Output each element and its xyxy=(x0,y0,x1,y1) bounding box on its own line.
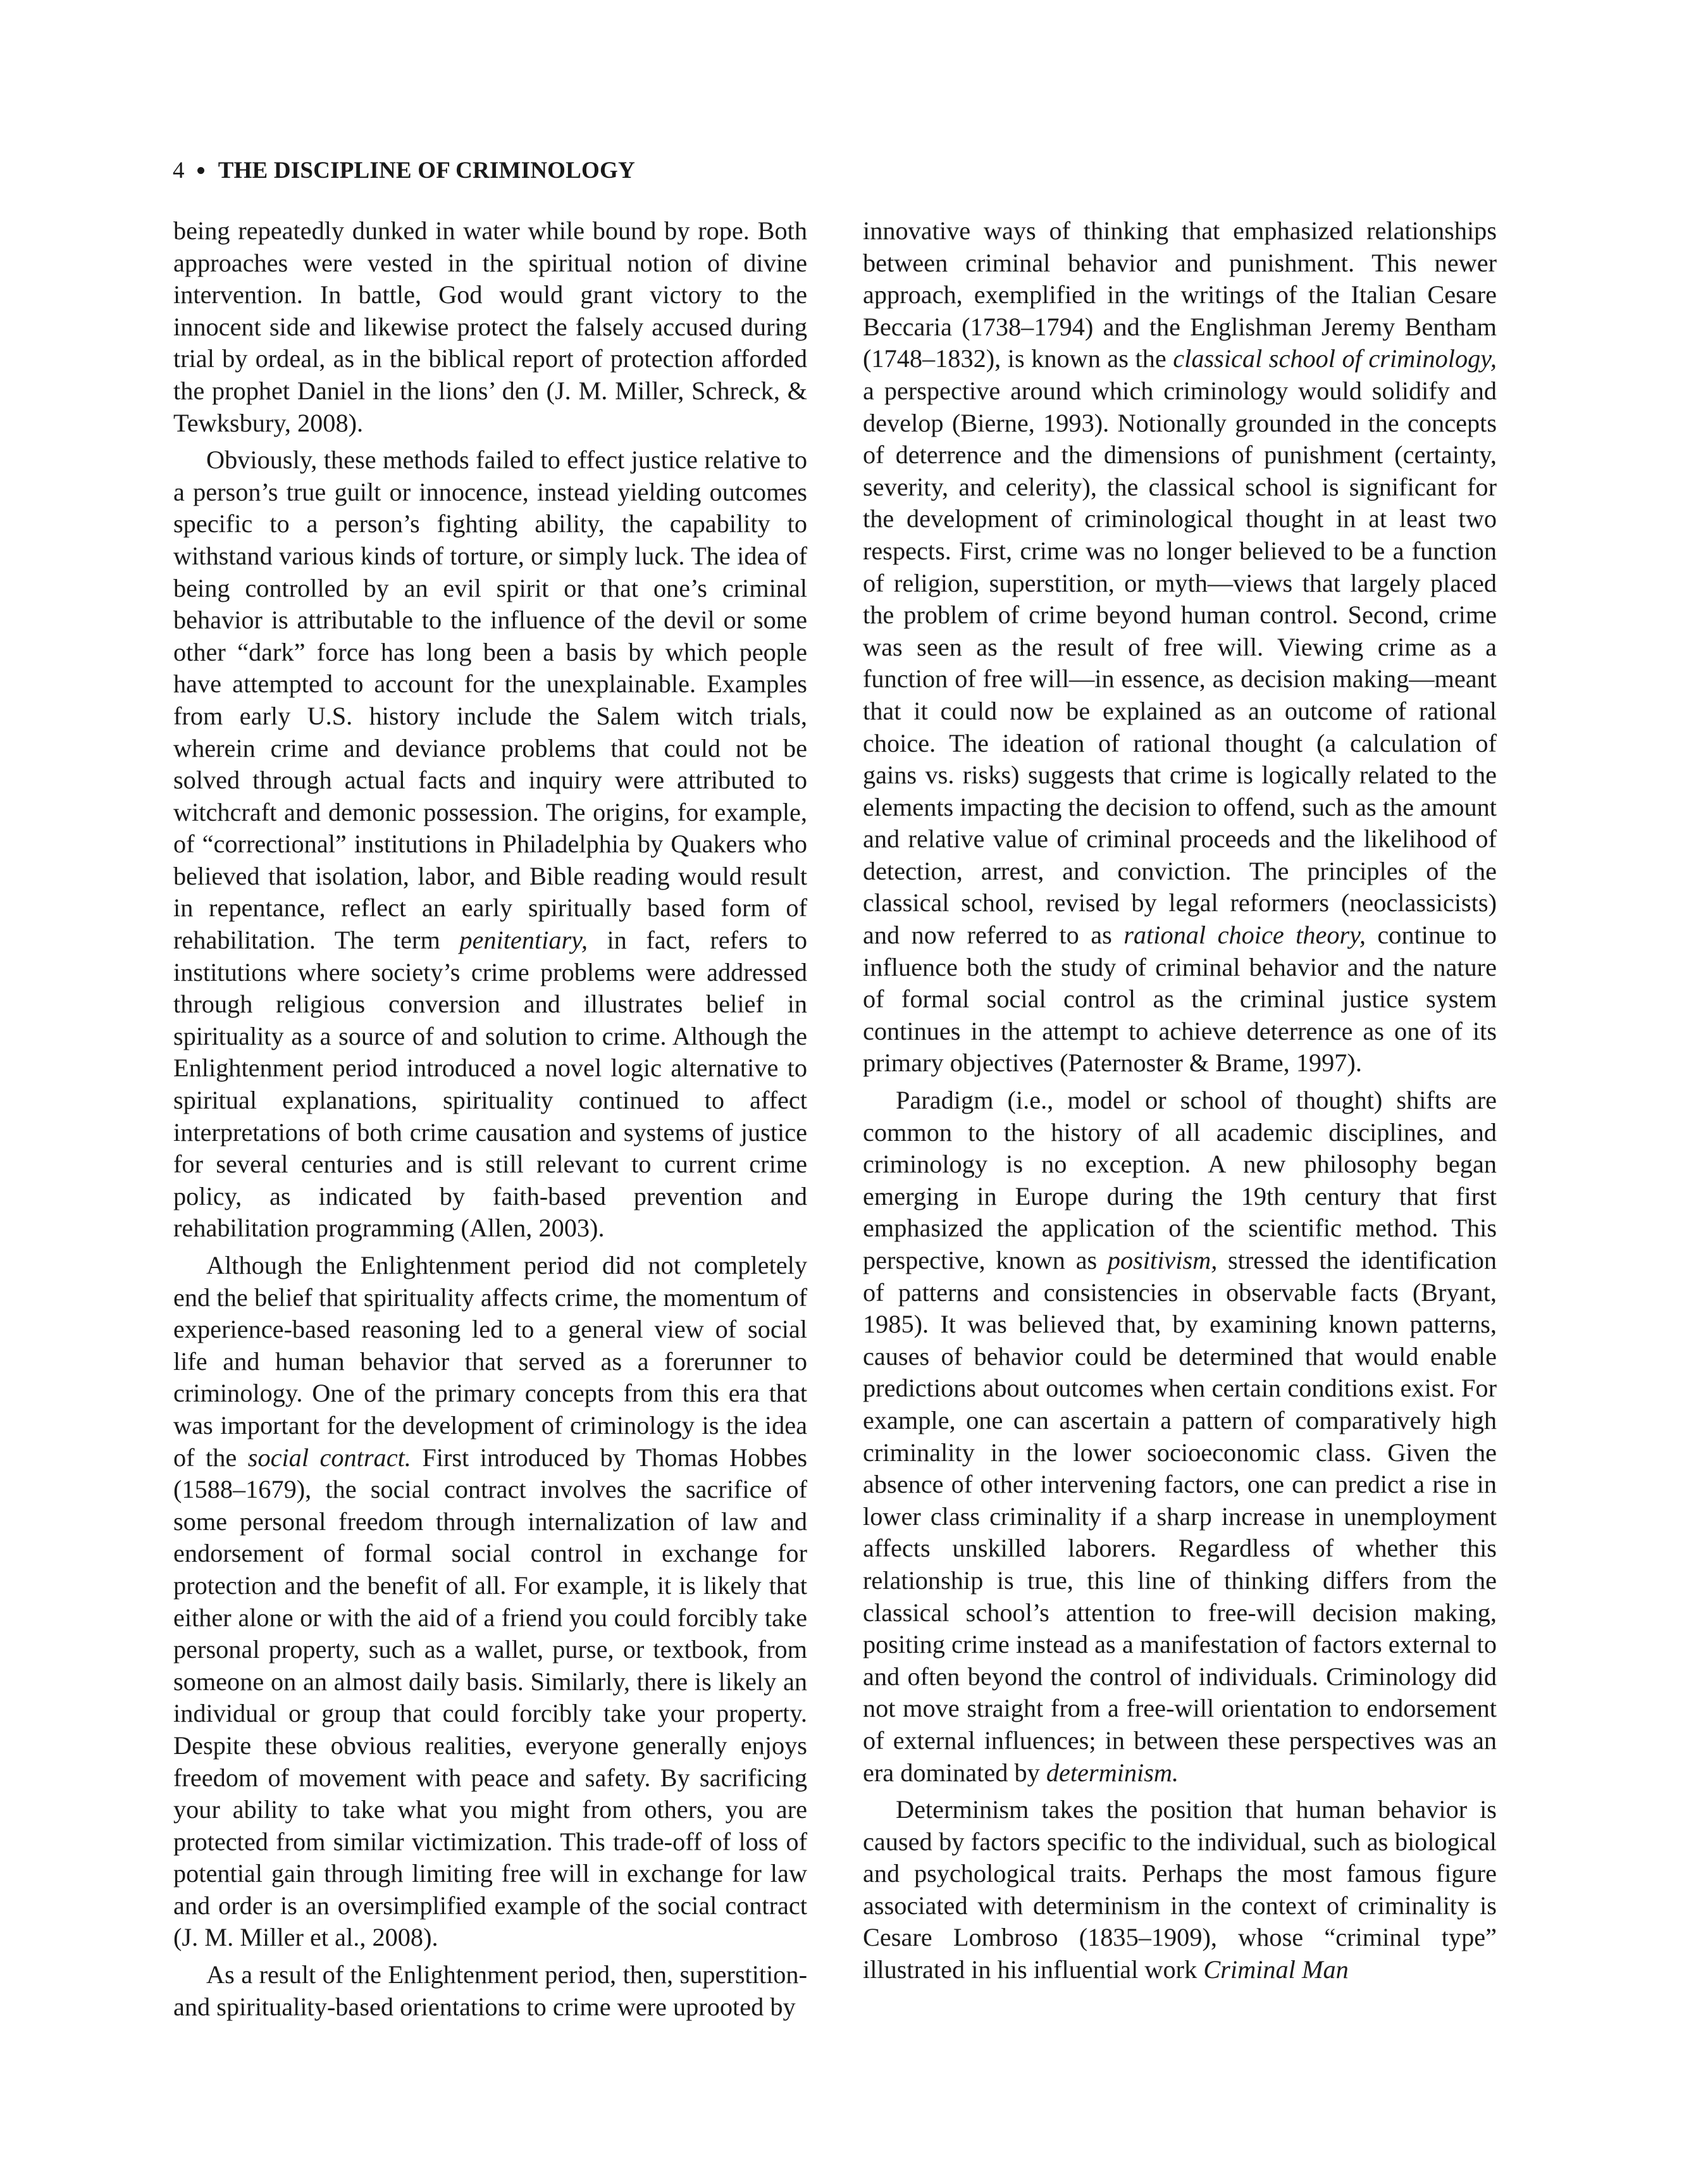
bullet-separator-icon xyxy=(197,167,204,174)
left-paragraph-2 xyxy=(173,444,807,1245)
left-paragraph-1 xyxy=(173,215,807,439)
left-column xyxy=(173,215,807,2023)
text-run: in fact, refers to institutions where society’s crime problems were addressed through religious conversion and illustrates belief in spirituality as a source of and solution to crime. Although the Enlightenment period introduced a novel logic alternative to spiritual explanations, spirituality continued to affect interpretations of both crime causation and systems of justice for several centuries and is still relevant to current crime policy, as indicated by faith-based prevention and rehabilitation programming (Allen, 2003). xyxy=(173,926,807,1243)
italic-term: Criminal Man xyxy=(1203,1955,1349,1984)
text-run: continue to influence both the study of criminal behavior and the nature of formal social control as the criminal justice system continues in the attempt to achieve deterrence as one of its primary objectives (Paternoster & Brame, 1997). xyxy=(863,921,1497,1078)
italic-term: rational choice theory, xyxy=(1123,921,1366,950)
page-number: 4 xyxy=(173,157,185,183)
text-run: being repeatedly dunked in water while bound by rope. Both approaches were vested in the spiritual notion of divine intervention. In battle, God would grant victory to the innocent side and likewise protect the falsely accused during trial by ordeal, as in the biblical report of protection afforded the prophet Daniel in the lions’ den (J. M. Miller, Schreck, & Tewksbury, 2008). xyxy=(173,216,807,437)
text-run: Determinism takes the position that human behavior is caused by factors specific to the individual, such as biological and psychological traits. Perhaps the most famous figure associated with determinism in the context of criminality is Cesare Lombroso (1835–1909), whose “criminal type” illustrated in his influential work xyxy=(863,1795,1497,1984)
text-run: innovative ways of thinking that emphasized relationships between criminal behavior and punishment. This newer approach, exemplified in the writings of the Italian Cesare Beccaria (1738–1794) and the Englishman Jeremy Bentham (1748–1832), is known as the xyxy=(863,216,1497,373)
left-paragraph-4 xyxy=(173,1959,807,2023)
book-title: THE DISCIPLINE OF CRIMINOLOGY xyxy=(218,157,635,183)
italic-term: penitentiary, xyxy=(459,926,588,955)
text-run: a perspective around which criminology would solidify and develop (Bierne, 1993). Notionally grounded in the concepts of deterrence and the dimensions of punishment (certainty, severity, and celerity), the classical school is significant for the development of criminological thought in at least two respects. First, crime was no longer believed to be a function of religion, superstition, or myth—views that largely placed the problem of crime beyond human control. Second, crime was seen as the result of free will. Viewing crime as a function of free will—in essence, as decision making—meant that it could now be explained as an outcome of rational choice. The ideation of rational thought (a calculation of gains vs. risks) suggests that crime is logically related to the elements impacting the decision to offend, such as the amount and relative value of criminal proceeds and the likelihood of detection, arrest, and conviction. The principles of the classical school, revised by legal reformers (neoclassicists) and now referred to as xyxy=(863,376,1497,950)
italic-term: positivism, xyxy=(1107,1246,1218,1274)
right-paragraph-3 xyxy=(863,1794,1497,1986)
left-paragraph-3 xyxy=(173,1250,807,1954)
text-run: stressed the identification of patterns and consistencies in observable facts (Bryant, 1985). It was believed that, by examining known patterns, causes of behavior could be determined that would enable predictions about outcomes when certain conditions exist. For example, one can ascertain a pattern of comparatively high criminality in the lower socioeconomic class. Given the absence of other intervening factors, one can predict a rise in lower class criminality if a sharp increase in unemployment affects unskilled laborers. Regardless of whether this relationship is true, this line of thinking differs from the classical school’s attention to free-will decision making, positing crime instead as a manifestation of factors external to and often beyond the control of individuals. Criminology did not move straight from a free-will orientation to endorsement of external influences; in between these perspectives was an era dominated by xyxy=(863,1246,1497,1787)
italic-term: social contract. xyxy=(247,1443,411,1472)
right-paragraph-2 xyxy=(863,1085,1497,1789)
italic-term: classical school of criminology, xyxy=(1173,344,1497,373)
text-run: Paradigm (i.e., model or school of thought) shifts are common to the history of all academic disciplines, and criminology is no exception. A new philosophy began emerging in Europe during the 19th century that first emphasized the application of the scientific method. This perspective, known as xyxy=(863,1086,1497,1274)
right-paragraph-1 xyxy=(863,215,1497,1079)
running-head xyxy=(173,154,635,186)
text-run: Although the Enlightenment period did not completely end the belief that spirituality affects crime, the momentum of experience-based reasoning led to a general view of social life and human behavior that served as a forerunner to criminology. One of the primary concepts from this era that was important for the development of criminology is the idea of the xyxy=(173,1251,807,1472)
italic-term: determinism. xyxy=(1046,1758,1179,1787)
text-run: As a result of the Enlightenment period, then, superstition- and spirituality-based orientations to crime were uprooted by xyxy=(173,1960,807,2021)
right-column xyxy=(863,215,1497,1986)
text-run: Obviously, these methods failed to effect justice relative to a person’s true guilt or innocence, instead yielding outcomes specific to a person’s fighting ability, the capability to withstand various kinds of torture, or simply luck. The idea of being controlled by an evil spirit or that one’s criminal behavior is attributable to the influence of the devil or some other “dark” force has long been a basis by which people have attempted to account for the unexplainable. Examples from early U.S. history include the Salem witch trials, wherein crime and deviance problems that could not be solved through actual facts and inquiry were attributed to witchcraft and demonic possession. The origins, for example, of “correctional” institutions in Philadelphia by Quakers who believed that isolation, labor, and Bible reading would result in repentance, reflect an early spiritually based form of rehabilitation. The term xyxy=(173,445,807,955)
text-run: First introduced by Thomas Hobbes (1588–1679), the social contract involves the sacrifice of some personal freedom through internalization of law and endorsement of formal social control in exchange for protection and the benefit of all. For example, it is likely that either alone or with the aid of a friend you could forcibly take personal property, such as a wallet, purse, or textbook, from someone on an almost daily basis. Similarly, there is likely an individual or group that could forcibly take your property. Despite these obvious realities, everyone generally enjoys freedom of movement with peace and safety. By sacrificing your ability to take what you might from others, you are protected from similar victimization. This trade-off of loss of potential gain through limiting free will in exchange for law and order is an oversimplified example of the social contract (J. M. Miller et al., 2008). xyxy=(173,1443,808,1952)
